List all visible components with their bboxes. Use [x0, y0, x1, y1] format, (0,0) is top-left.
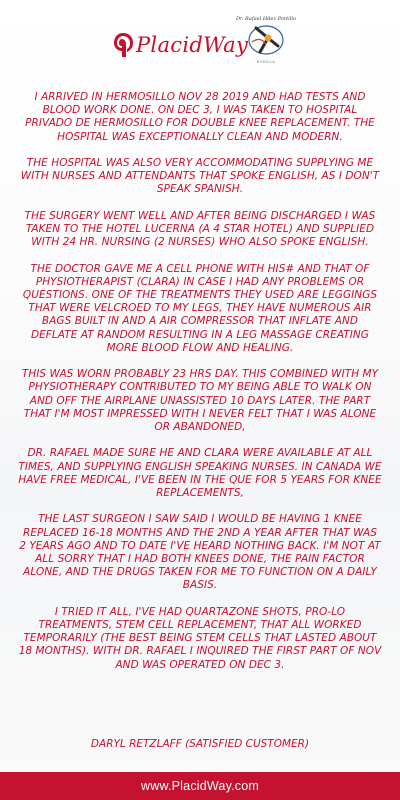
placidway-logo[interactable]	[112, 30, 248, 60]
knee-joint-icon	[246, 22, 286, 58]
placidway-logo-icon	[112, 32, 134, 58]
testimonial-paragraph: THE HOSPITAL WAS ALSO VERY ACCOMMODATING SUPPLYING ME WITH NURSES AND ATTENDANTS THAT SPOKE ENGLISH, AS I DON'T SPEAK SPANISH.	[20, 157, 380, 196]
testimonial-paragraph: THE SURGERY WENT WELL AND AFTER BEING DISCHARGED I WAS TAKEN TO THE HOTEL LUCERNA (A 4 STAR HOTEL) AND SUPPLIED WITH 24 HR. NURSING (2 NURSES) WHO ALSO SPOKE ENGLISH.	[24, 209, 376, 249]
website-link[interactable]: www.PlacidWay.com	[140, 779, 259, 793]
clinic-logo-subtitle: RODILLA	[256, 60, 276, 64]
header	[0, 0, 400, 85]
testimonial-paragraph: THE DOCTOR GAVE ME A CELL PHONE WITH HIS# AND THAT OF PHYSIOTHERAPIST (CLARA) IN CASE I HAD ANY PROBLEMS OR QUESTIONS. ONE OF THE TREATMENTS THEY USED ARE LEGGINGS THAT WERE VELCROED TO MY LEGS, THEY HAVE NUMEROUS AIR BAGS BUILT IN AND A AIR COMPRESSOR THAT INFLATE AND DEFLATE AT RANDOM RESULTING IN A LEG MASSAGE CREATING MORE BLOOD FLOW AND HEALING.	[22, 262, 378, 354]
placidway-logo-text: PlacidWay	[136, 33, 249, 57]
testimonial-paragraph: I TRIED IT ALL, I'VE HAD QUARTAZONE SHOTS, PRO-LO TREATMENTS, STEM CELL REPLACEMENT, THAT ALL WORKED TEMPORARILY (THE BEST BEING STEM CELLS THAT LASTED ABOUT 18 MONTHS). WITH DR. RAFAEL I INQUIRED THE FIRST PART OF NOV AND WAS OPERATED ON DEC 3.	[18, 605, 382, 671]
clinic-logo	[238, 14, 294, 76]
testimonial-body	[18, 91, 382, 685]
testimonial-paragraph: DR. RAFAEL MADE SURE HE AND CLARA WERE AVAILABLE AT ALL TIMES, AND SUPPLYING ENGLISH SPEAKING NURSES. IN CANADA WE HAVE FREE MEDICAL, I'VE BEEN IN THE QUE FOR 5 YEARS FOR KNEE REPLACEMENTS,	[18, 447, 382, 500]
clinic-logo-name: Dr. Rafael Hdez Portillo	[236, 16, 296, 22]
testimonial-paragraph: I ARRIVED IN HERMOSILLO NOV 28 2019 AND HAD TESTS AND BLOOD WORK DONE. ON DEC 3, I WAS TAKEN TO HOSPITAL PRIVADO DE HERMOSILLO FOR DOUBLE KNEE REPLACEMENT. THE HOSPITAL WAS EXCEPTIONALLY CLEAN AND MODERN.	[25, 91, 375, 143]
testimonial-paragraph: THIS WAS WORN PROBABLY 23 HRS DAY. THIS COMBINED WITH MY PHYSIOTHERAPY CONTRIBUTED TO MY BEING ABLE TO WALK ON AND OFF THE AIRPLANE UNASSISTED 10 DAYS LATER. THE PART THAT I'M MOST IMPRESSED WITH I NEVER FELT THAT I WAS ALONE OR ABANDONED,	[21, 368, 379, 434]
footer-bar	[0, 772, 400, 800]
testimonial-paragraph: THE LAST SURGEON I SAW SAID I WOULD BE HAVING 1 KNEE REPLACED 16-18 MONTHS AND THE 2ND A YEAR AFTER THAT WAS 2 YEARS AGO AND TO DATE I'VE HEARD NOTHING BACK. I'M NOT AT ALL SORRY THAT I HAD BOTH KNEES DONE, THE PAIN FACTOR ALONE, AND THE DRUGS TAKEN FOR ME TO FUNCTION ON A DAILY BASIS.	[19, 513, 381, 592]
testimonial-signature: DARYL RETZLAFF (SATISFIED CUSTOMER)	[90, 738, 310, 750]
